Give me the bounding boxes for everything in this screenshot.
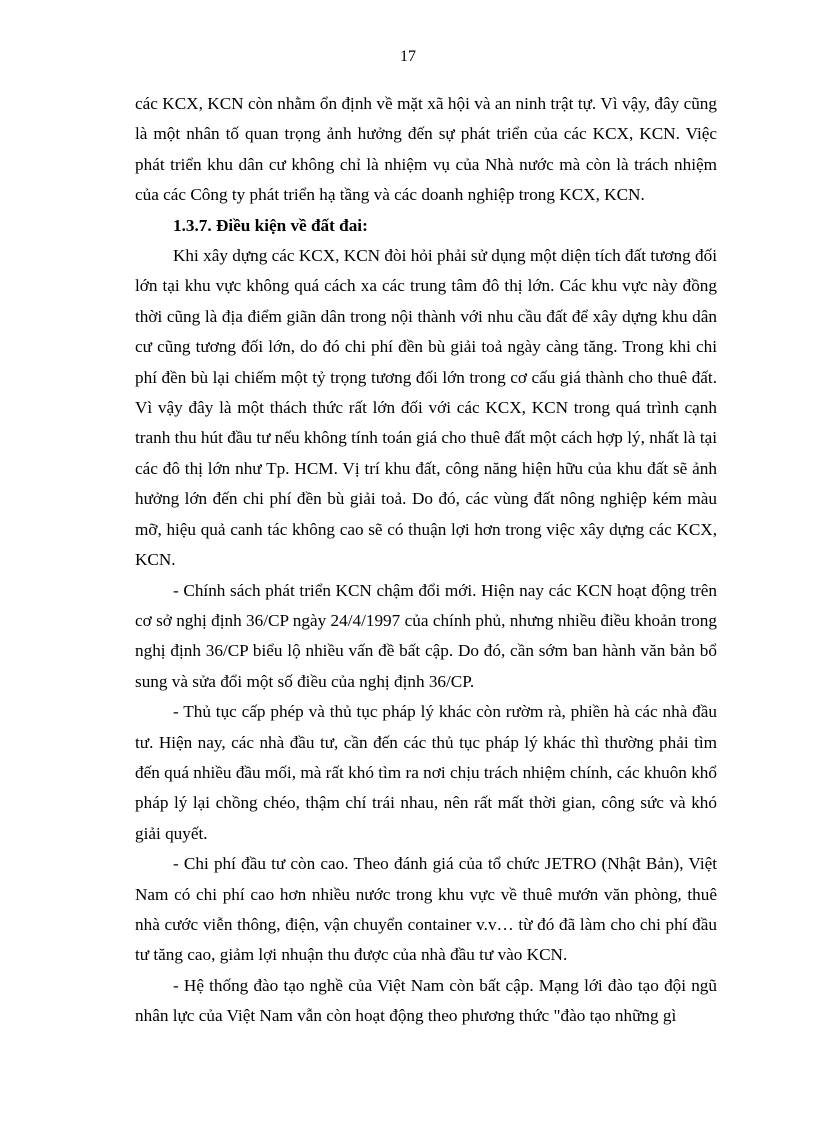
paragraph-vocational-training: - Hệ thống đào tạo nghề của Việt Nam còn bất cập. Mạng lới đào tạo đội ngũ nhân lực của Việt Nam vẫn còn hoạt động theo phương thức "đào tạo những gì	[135, 975, 717, 1026]
document-body	[135, 89, 717, 1032]
paragraph-policy: - Chính sách phát triển KCN chậm đổi mới. Hiện nay các KCN hoạt động trên cơ sở nghị định 36/CP ngày 24/4/1997 của chính phủ, nhưng nhiều điều khoản trong nghị định 36/CP biểu lộ nhiều vấn đề bất cập. Do đó, cần sớm ban hành văn bản bổ sung và sửa đổi một số điều của nghị định 36/CP.	[135, 580, 717, 691]
paragraph-land-conditions: Khi xây dựng các KCX, KCN đòi hỏi phải sử dụng một diện tích đất tương đối lớn tại khu vực không quá cách xa các trung tâm đô thị lớn. Các khu vực này đồng thời cũng là địa điểm giãn dân trong nội thành với nhu cầu đất để xây dựng khu dân cư cũng tương đối lớn, do đó chi phí đền bù giải toả ngày càng tăng. Trong khi chi phí đền bù lại chiếm một tỷ trọng tương đối lớn trong cơ cấu giá thành cho thuê đất. Vì vậy đây là một thách thức rất lớn đối với các KCX, KCN trong quá trình cạnh tranh thu hút đầu tư nếu không tính toán giá cho thuê đất một cách hợp lý, nhất là tại các đô thị lớn như Tp. HCM. Vị trí khu đất, công năng hiện hữu của khu đất sẽ ảnh hưởng lớn đến chi phí đền bù giải toả. Do đó, các vùng đất nông nghiệp kém màu mỡ, hiệu quả canh tác không cao sẽ có thuận lợi hơn trong việc xây dựng các KCX, KCN.	[135, 246, 717, 570]
paragraph-investment-cost: - Chi phí đầu tư còn cao. Theo đánh giá của tổ chức JETRO (Nhật Bản), Việt Nam có chi phí cao hơn nhiều nước trong khu vực về thuê mướn văn phòng, thuê nhà cước viễn thông, điện, vận chuyển container v.v… từ đó đã làm cho chi phí đầu tư tăng cao, giảm lợi nhuận thu được của nhà đầu tư vào KCN.	[135, 854, 717, 965]
page-number: 17	[400, 48, 416, 65]
paragraph-continuation: các KCX, KCN còn nhằm ổn định về mặt xã hội và an ninh trật tự. Vì vậy, đây cũng là một nhân tố quan trọng ảnh hưởng đến sự phát triển của các KCX, KCN. Việc phát triển khu dân cư không chỉ là nhiệm vụ của Nhà nước mà còn là trách nhiệm của các Công ty phát triển hạ tầng và các doanh nghiệp trong KCX, KCN.	[135, 94, 717, 205]
section-heading-1-3-7: 1.3.7. Điều kiện về đất đai:	[173, 215, 368, 235]
paragraph-licensing-procedures: - Thủ tục cấp phép và thủ tục pháp lý khác còn rườm rà, phiền hà các nhà đầu tư. Hiện nay, các nhà đầu tư, cần đến các thủ tục pháp lý khác thì thường phải tìm đến quá nhiều đầu mối, mà rất khó tìm ra nơi chịu trách nhiệm chính, các khuôn khổ pháp lý lại chồng chéo, thậm chí trái nhau, nên rất mất thời gian, công sức và khó giải quyết.	[135, 702, 717, 843]
